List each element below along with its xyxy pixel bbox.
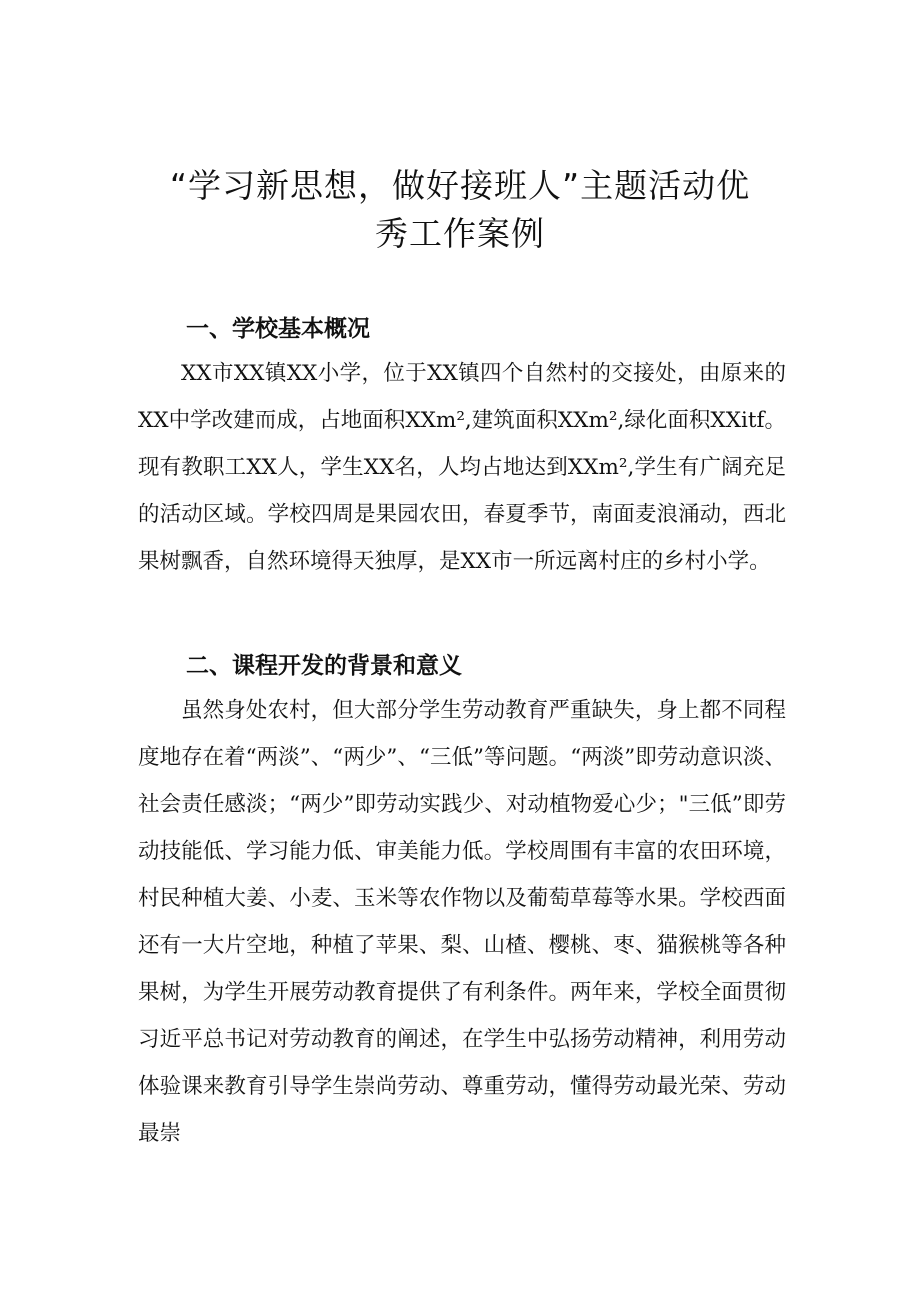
section-heading-basic-overview: 一、学校基本概况 — [186, 316, 370, 342]
section-heading-background-significance: 二、课程开发的背景和意义 — [186, 653, 462, 679]
section-paragraph-background-significance: 虽然身处农村，但大部分学生劳动教育严重缺失，身上都不同程度地存在着“两淡”、“两少”、“三低”等问题。“两淡”即劳动意识淡、社会责任感淡；“两少”即劳动实践少、对动植物爱心少；"三低”即劳动技能低、学习能力低、审美能力低。学校周围有丰富的农田环境，村民种植大姜、小麦、玉米等农作物以及葡萄草莓等水果。学校西面还有一大片空地，种植了苹果、梨、山楂、樱桃、枣、猫猴桃等各种果树，为学生开展劳动教育提供了有利条件。两年来，学校全面贯彻习近平总书记对劳动教育的阐述，在学生中弘扬劳动精神，利用劳动体验课来教育引导学生崇尚劳动、尊重劳动，懂得劳动最光荣、劳动最崇 — [138, 698, 786, 1146]
document-title-line-1: “学习新思想，做好接班人”主题活动优 — [169, 166, 751, 205]
document-title-line-2: 秀工作案例 — [375, 214, 545, 253]
section-paragraph-basic-overview: XX市XX镇XX小学，位于XX镇四个自然村的交接处，由原来的XX中学改建而成，占地面积XXm²,建筑面积XXm²,绿化面积XXitf。现有教职工XX人，学生XX名，人均占地达到XXm²,学生有广阔充足的活动区域。学校四周是果园农田，春夏季节，南面麦浪涌动，西北果树飘香，自然环境得天独厚，是XX市一所远离村庄的乡村小学。 — [138, 361, 786, 574]
